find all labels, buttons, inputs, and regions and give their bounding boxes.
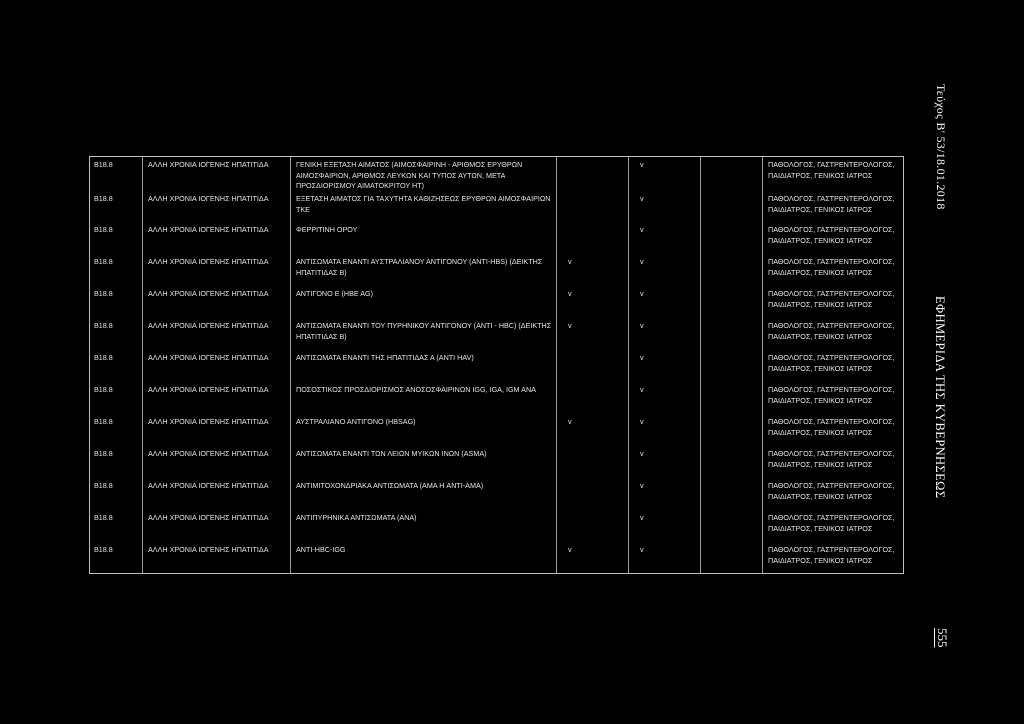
icd-code: B18.8	[94, 225, 113, 234]
diagnosis: ΑΛΛΗ ΧΡΟΝΙΑ ΙΟΓΕΝΗΣ ΗΠΑΤΙΤΙΔΑ	[148, 321, 269, 330]
specialties-line-1: ΠΑΘΟΛΟΓΟΣ, ΓΑΣΤΡΕΝΤΕΡΟΛΟΓΟΣ,	[768, 449, 895, 458]
diagnosis: ΑΛΛΗ ΧΡΟΝΙΑ ΙΟΓΕΝΗΣ ΗΠΑΤΙΤΙΔΑ	[148, 225, 269, 234]
specialties-line-2: ΠΑΙΔΙΑΤΡΟΣ, ΓΕΝΙΚΟΣ ΙΑΤΡΟΣ	[768, 459, 873, 469]
diagnosis: ΑΛΛΗ ΧΡΟΝΙΑ ΙΟΓΕΝΗΣ ΗΠΑΤΙΤΙΔΑ	[148, 289, 269, 298]
diagnosis: ΑΛΛΗ ΧΡΟΝΙΑ ΙΟΓΕΝΗΣ ΗΠΑΤΙΤΙΔΑ	[148, 160, 269, 169]
exam-description: ΑΝΤΙΣΩΜΑΤΑ ΕΝΑΝΤΙ ΤΗΣ ΗΠΑΤΙΤΙΔΑΣ Α (ANTI HAV)	[296, 353, 474, 362]
icd-code: B18.8	[94, 321, 113, 330]
specialties-line-1: ΠΑΘΟΛΟΓΟΣ, ΓΑΣΤΡΕΝΤΕΡΟΛΟΓΟΣ,	[768, 160, 895, 169]
specialties-line-2: ΠΑΙΔΙΑΤΡΟΣ, ΓΕΝΙΚΟΣ ΙΑΤΡΟΣ	[768, 267, 873, 277]
specialties-line-1: ΠΑΘΟΛΟΓΟΣ, ΓΑΣΤΡΕΝΤΕΡΟΛΟΓΟΣ,	[768, 289, 895, 298]
specialties-line-1: ΠΑΘΟΛΟΓΟΣ, ΓΑΣΤΡΕΝΤΕΡΟΛΟΓΟΣ,	[768, 225, 895, 234]
specialties	[768, 417, 908, 438]
mark-col-1: v	[568, 257, 572, 266]
mark-col-2: v	[640, 513, 644, 522]
specialties	[768, 194, 908, 215]
exam-description: ΦΕΡΡΙΤΙΝΗ ΟΡΟΥ	[296, 225, 358, 234]
specialties	[768, 160, 908, 181]
gazette-title: ΕΦΗΜΕΡΙΔΑ ΤΗΣ ΚΥΒΕΡΝΗΣΕΩΣ	[933, 296, 947, 499]
column-divider	[290, 157, 291, 573]
specialties-line-2: ΠΑΙΔΙΑΤΡΟΣ, ΓΕΝΙΚΟΣ ΙΑΤΡΟΣ	[768, 204, 873, 214]
exam-description: ΑΝΤΙΜΙΤΟΧΟΝΔΡΙΑΚΑ ΑΝΤΙΣΩΜΑΤΑ (AMA Η ANTI-AMA)	[296, 481, 484, 490]
diagnosis: ΑΛΛΗ ΧΡΟΝΙΑ ΙΟΓΕΝΗΣ ΗΠΑΤΙΤΙΔΑ	[148, 257, 269, 266]
specialties-line-1: ΠΑΘΟΛΟΓΟΣ, ΓΑΣΤΡΕΝΤΕΡΟΛΟΓΟΣ,	[768, 545, 895, 554]
specialties-line-1: ΠΑΘΟΛΟΓΟΣ, ΓΑΣΤΡΕΝΤΕΡΟΛΟΓΟΣ,	[768, 513, 895, 522]
mark-col-2: v	[640, 194, 644, 203]
specialties-line-1: ΠΑΘΟΛΟΓΟΣ, ΓΑΣΤΡΕΝΤΕΡΟΛΟΓΟΣ,	[768, 385, 895, 394]
specialties-line-2: ΠΑΙΔΙΑΤΡΟΣ, ΓΕΝΙΚΟΣ ΙΑΤΡΟΣ	[768, 235, 873, 245]
mark-col-1: v	[568, 545, 572, 554]
mark-col-2: v	[640, 257, 644, 266]
specialties-line-2: ΠΑΙΔΙΑΤΡΟΣ, ΓΕΝΙΚΟΣ ΙΑΤΡΟΣ	[768, 555, 873, 565]
mark-col-2: v	[640, 353, 644, 362]
column-divider	[700, 157, 701, 573]
exam-description: ΑΝΤΙΓΟΝΟ Ε (HBE AG)	[296, 289, 374, 298]
specialties-line-2: ΠΑΙΔΙΑΤΡΟΣ, ΓΕΝΙΚΟΣ ΙΑΤΡΟΣ	[768, 523, 873, 533]
page-number: 555	[935, 628, 950, 648]
mark-col-2: v	[640, 160, 644, 169]
diagnosis: ΑΛΛΗ ΧΡΟΝΙΑ ΙΟΓΕΝΗΣ ΗΠΑΤΙΤΙΔΑ	[148, 194, 269, 203]
specialties-line-1: ΠΑΘΟΛΟΓΟΣ, ΓΑΣΤΡΕΝΤΕΡΟΛΟΓΟΣ,	[768, 481, 895, 490]
specialties	[768, 385, 908, 406]
specialties-line-1: ΠΑΘΟΛΟΓΟΣ, ΓΑΣΤΡΕΝΤΕΡΟΛΟΓΟΣ,	[768, 417, 895, 426]
issue-reference: Τεύχος Β' 53/18.01.2018	[934, 84, 948, 210]
mark-col-2: v	[640, 481, 644, 490]
specialties	[768, 225, 908, 246]
column-divider	[142, 157, 143, 573]
mark-col-2: v	[640, 417, 644, 426]
exam-description: ΑΝΤΙΣΩΜΑΤΑ ΕΝΑΝΤΙ ΤΟΥ ΠΥΡΗΝΙΚΟΥ ΑΝΤΙΓΟΝΟΥ (ANTI - HBC) (ΔΕΙΚΤΗΣ ΗΠΑΤΙΤΙΔΑΣ Β)	[296, 321, 552, 341]
mark-col-2: v	[640, 385, 644, 394]
icd-code: B18.8	[94, 289, 113, 298]
specialties-line-1: ΠΑΘΟΛΟΓΟΣ, ΓΑΣΤΡΕΝΤΕΡΟΛΟΓΟΣ,	[768, 194, 895, 203]
column-divider	[762, 157, 763, 573]
mark-col-2: v	[640, 225, 644, 234]
icd-code: B18.8	[94, 353, 113, 362]
mark-col-1: v	[568, 321, 572, 330]
mark-col-2: v	[640, 545, 644, 554]
specialties-line-2: ΠΑΙΔΙΑΤΡΟΣ, ΓΕΝΙΚΟΣ ΙΑΤΡΟΣ	[768, 363, 873, 373]
diagnosis: ΑΛΛΗ ΧΡΟΝΙΑ ΙΟΓΕΝΗΣ ΗΠΑΤΙΤΙΔΑ	[148, 385, 269, 394]
diagnosis: ΑΛΛΗ ΧΡΟΝΙΑ ΙΟΓΕΝΗΣ ΗΠΑΤΙΤΙΔΑ	[148, 513, 269, 522]
specialties	[768, 257, 908, 278]
exam-description: ΕΞΕΤΑΣΗ ΑΙΜΑΤΟΣ ΓΙΑ ΤΑΧΥΤΗΤΑ ΚΑΘΙΖΗΣΕΩΣ ΕΡΥΘΡΩΝ ΑΙΜΟΣΦΑΙΡΙΩΝ ΤΚΕ	[296, 194, 551, 214]
mark-col-1: v	[568, 289, 572, 298]
diagnosis: ΑΛΛΗ ΧΡΟΝΙΑ ΙΟΓΕΝΗΣ ΗΠΑΤΙΤΙΔΑ	[148, 353, 269, 362]
specialties-line-2: ΠΑΙΔΙΑΤΡΟΣ, ΓΕΝΙΚΟΣ ΙΑΤΡΟΣ	[768, 395, 873, 405]
icd-code: B18.8	[94, 257, 113, 266]
mark-col-1: v	[568, 417, 572, 426]
exam-description: ΓΕΝΙΚΗ ΕΞΕΤΑΣΗ ΑΙΜΑΤΟΣ (ΑΙΜΟΣΦΑΙΡΙΝΗ - ΑΡΙΘΜΟΣ ΕΡΥΘΡΩΝ ΑΙΜΟΣΦΑΙΡΙΩΝ, ΑΡΙΘΜΟΣ ΛΕΥΚΩΝ ΚΑΙ ΤΥΠΟΣ ΑΥΤΩΝ, ΜΕΤΑ ΠΡΟΣΔΙΟΡΙΣΜΟΥ ΑΙΜΑΤΟΚΡΙΤΟΥ ΗΤ)	[296, 160, 523, 190]
specialties-line-2: ΠΑΙΔΙΑΤΡΟΣ, ΓΕΝΙΚΟΣ ΙΑΤΡΟΣ	[768, 427, 873, 437]
diagnosis: ΑΛΛΗ ΧΡΟΝΙΑ ΙΟΓΕΝΗΣ ΗΠΑΤΙΤΙΔΑ	[148, 449, 269, 458]
diagnosis: ΑΛΛΗ ΧΡΟΝΙΑ ΙΟΓΕΝΗΣ ΗΠΑΤΙΤΙΔΑ	[148, 545, 269, 554]
column-divider	[556, 157, 557, 573]
icd-code: B18.8	[94, 417, 113, 426]
specialties	[768, 513, 908, 534]
referrals-table	[89, 156, 904, 574]
specialties-line-2: ΠΑΙΔΙΑΤΡΟΣ, ΓΕΝΙΚΟΣ ΙΑΤΡΟΣ	[768, 299, 873, 309]
specialties	[768, 545, 908, 566]
icd-code: B18.8	[94, 481, 113, 490]
specialties-line-1: ΠΑΘΟΛΟΓΟΣ, ΓΑΣΤΡΕΝΤΕΡΟΛΟΓΟΣ,	[768, 321, 895, 330]
diagnosis: ΑΛΛΗ ΧΡΟΝΙΑ ΙΟΓΕΝΗΣ ΗΠΑΤΙΤΙΔΑ	[148, 417, 269, 426]
specialties	[768, 321, 908, 342]
icd-code: B18.8	[94, 194, 113, 203]
mark-col-2: v	[640, 289, 644, 298]
mark-col-2: v	[640, 321, 644, 330]
exam-description: ΠΟΣΟΣΤΙΚΟΣ ΠΡΟΣΔΙΟΡΙΣΜΟΣ ΑΝΟΣΟΣΦΑΙΡΙΝΩΝ IGG, IGA, IGM ANA	[296, 385, 536, 394]
specialties-line-1: ΠΑΘΟΛΟΓΟΣ, ΓΑΣΤΡΕΝΤΕΡΟΛΟΓΟΣ,	[768, 353, 895, 362]
specialties	[768, 449, 908, 470]
icd-code: B18.8	[94, 449, 113, 458]
mark-col-2: v	[640, 449, 644, 458]
exam-description: ΑΝΤΙΠΥΡΗΝΙΚΑ ΑΝΤΙΣΩΜΑΤΑ (ΑΝΑ)	[296, 513, 417, 522]
exam-description: ΑΝΤΙΣΩΜΑΤΑ ΕΝΑΝΤΙ ΤΩΝ ΛΕΙΩΝ ΜΥΙΚΩΝ ΙΝΩΝ (ASMA)	[296, 449, 487, 458]
icd-code: B18.8	[94, 545, 113, 554]
diagnosis: ΑΛΛΗ ΧΡΟΝΙΑ ΙΟΓΕΝΗΣ ΗΠΑΤΙΤΙΔΑ	[148, 481, 269, 490]
specialties-line-2: ΠΑΙΔΙΑΤΡΟΣ, ΓΕΝΙΚΟΣ ΙΑΤΡΟΣ	[768, 331, 873, 341]
icd-code: B18.8	[94, 385, 113, 394]
specialties	[768, 289, 908, 310]
column-divider	[628, 157, 629, 573]
exam-description: ΑΝΤΙΣΩΜΑΤΑ ΕΝΑΝΤΙ ΑΥΣΤΡΑΛΙΑΝΟΥ ΑΝΤΙΓΟΝΟΥ (ANTI-HBS) (ΔΕΙΚΤΗΣ ΗΠΑΤΙΤΙΔΑΣ Β)	[296, 257, 543, 277]
icd-code: B18.8	[94, 160, 113, 169]
specialties-line-1: ΠΑΘΟΛΟΓΟΣ, ΓΑΣΤΡΕΝΤΕΡΟΛΟΓΟΣ,	[768, 257, 895, 266]
specialties	[768, 353, 908, 374]
exam-description: ΑΥΣΤΡΑΛΙΑΝΟ ΑΝΤΙΓΟΝΟ (HBSAG)	[296, 417, 416, 426]
specialties-line-2: ΠΑΙΔΙΑΤΡΟΣ, ΓΕΝΙΚΟΣ ΙΑΤΡΟΣ	[768, 170, 873, 180]
specialties-line-2: ΠΑΙΔΙΑΤΡΟΣ, ΓΕΝΙΚΟΣ ΙΑΤΡΟΣ	[768, 491, 873, 501]
icd-code: B18.8	[94, 513, 113, 522]
exam-description: ANTI-HBC-IGG	[296, 545, 346, 554]
specialties	[768, 481, 908, 502]
